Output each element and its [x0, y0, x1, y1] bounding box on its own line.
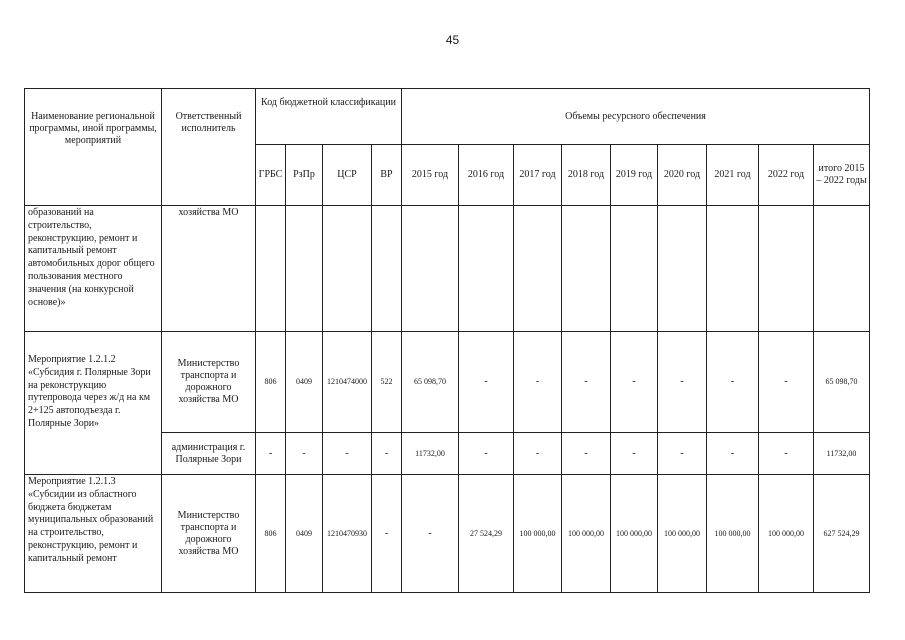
table-row [25, 475, 870, 593]
cell-value: 100 000,00 [658, 475, 707, 593]
cell-value: 100 000,00 [759, 475, 814, 593]
header-year-2016: 2016 год [459, 145, 514, 206]
cell-value: - [658, 433, 707, 475]
cell-value: - [562, 332, 611, 433]
cell-value: 100 000,00 [514, 475, 562, 593]
header-year-total: итого 2015 – 2022 годы [814, 145, 870, 206]
cell-value: - [611, 433, 658, 475]
cell-value: 11732,00 [814, 433, 870, 475]
cell-rzpr: 0409 [286, 475, 323, 593]
header-executor: Ответственный исполнитель [162, 89, 256, 206]
header-code-vr: ВР [372, 145, 402, 206]
page-number: 45 [445, 33, 460, 47]
cell-value [658, 206, 707, 332]
header-year-2022: 2022 год [759, 145, 814, 206]
cell-value: 11732,00 [402, 433, 459, 475]
header-year-2019: 2019 год [611, 145, 658, 206]
cell-value: - [658, 332, 707, 433]
row-name: Мероприятие 1.2.1.3 «Субсидии из областного бюджета бюджетам муниципальных образований на строительство, реконструкцию, ремонт и капитальный ремонт [25, 475, 162, 593]
row-executor: хозяйства МО [162, 206, 256, 332]
row-executor: Министерство транспорта и дорожного хозяйства МО [162, 475, 256, 593]
header-volumes: Объемы ресурсного обеспечения [402, 89, 870, 145]
cell-csr: - [323, 433, 372, 475]
cell-value: 100 000,00 [611, 475, 658, 593]
cell-value: - [459, 433, 514, 475]
cell-value [459, 206, 514, 332]
cell-value: - [707, 433, 759, 475]
header-year-2017: 2017 год [514, 145, 562, 206]
row-name: Мероприятие 1.2.1.2 «Субсидия г. Полярные Зори на реконструкцию путепровода через ж/д на км 2+125 автоподъезда г. Полярные Зори» [25, 332, 162, 475]
header-year-2021: 2021 год [707, 145, 759, 206]
header-year-2015: 2015 год [402, 145, 459, 206]
resource-table [24, 88, 870, 593]
cell-vr: 522 [372, 332, 402, 433]
cell-value: - [759, 433, 814, 475]
cell-value [759, 206, 814, 332]
header-code-rzpr: РзПр [286, 145, 323, 206]
cell-value: - [402, 475, 459, 593]
header-budget-code: Код бюджетной классификации [256, 89, 402, 145]
cell-value: 65 098,70 [814, 332, 870, 433]
cell-value [611, 206, 658, 332]
header-row-top [25, 89, 870, 145]
cell-value: - [759, 332, 814, 433]
cell-value: - [611, 332, 658, 433]
cell-csr [323, 206, 372, 332]
cell-rzpr: 0409 [286, 332, 323, 433]
cell-value: 65 098,70 [402, 332, 459, 433]
cell-rzpr [286, 206, 323, 332]
cell-value: - [707, 332, 759, 433]
table-row [25, 206, 870, 332]
cell-value: 100 000,00 [562, 475, 611, 593]
cell-value [814, 206, 870, 332]
row-executor: администрация г. Полярные Зори [162, 433, 256, 475]
cell-grbs: 806 [256, 332, 286, 433]
header-code-csr: ЦСР [323, 145, 372, 206]
cell-csr: 1210470930 [323, 475, 372, 593]
header-year-2018: 2018 год [562, 145, 611, 206]
cell-value: 100 000,00 [707, 475, 759, 593]
cell-value [707, 206, 759, 332]
table-row [25, 332, 870, 433]
cell-value: 27 524,29 [459, 475, 514, 593]
cell-value: - [459, 332, 514, 433]
cell-csr: 1210474000 [323, 332, 372, 433]
cell-value [514, 206, 562, 332]
cell-vr: - [372, 475, 402, 593]
cell-value [562, 206, 611, 332]
cell-value: - [562, 433, 611, 475]
header-year-2020: 2020 год [658, 145, 707, 206]
cell-vr: - [372, 433, 402, 475]
cell-grbs: - [256, 433, 286, 475]
cell-rzpr: - [286, 433, 323, 475]
cell-grbs: 806 [256, 475, 286, 593]
cell-value: 627 524,29 [814, 475, 870, 593]
cell-value [402, 206, 459, 332]
header-code-grbs: ГРБС [256, 145, 286, 206]
cell-value: - [514, 433, 562, 475]
cell-grbs [256, 206, 286, 332]
row-executor: Министерство транспорта и дорожного хозяйства МО [162, 332, 256, 433]
cell-value: - [514, 332, 562, 433]
cell-vr [372, 206, 402, 332]
header-name: Наименование региональной программы, иной программы, мероприятий [25, 89, 162, 206]
row-name: образований на строительство, реконструкцию, ремонт и капитальный ремонт автомобильных дорог общего пользования местного значения (на конкурсной основе)» [25, 206, 162, 332]
